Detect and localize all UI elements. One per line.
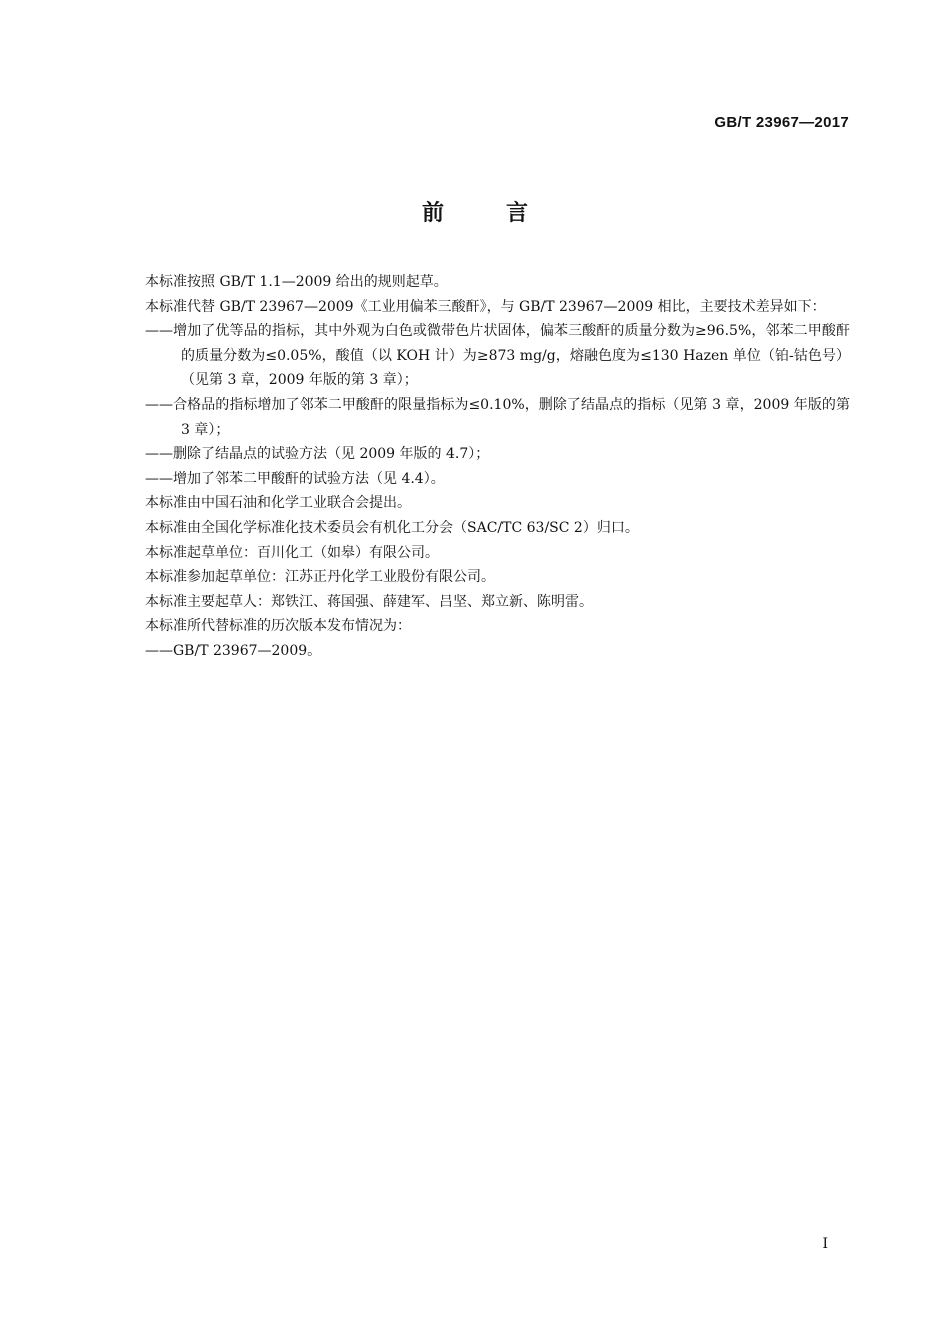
paragraph-participating-unit: 本标准参加起草单位：江苏正丹化学工业股份有限公司。 xyxy=(145,569,495,586)
paragraph-history-intro: 本标准所代替标准的历次版本发布情况为： xyxy=(145,618,411,635)
paragraph-drafting-unit: 本标准起草单位：百川化工（如皋）有限公司。 xyxy=(145,544,439,561)
change-item: ——增加了优等品的指标，其中外观为白色或微带色片状固体，偏苯三酸酐的质量分数为≥96.5%，邻苯二甲酸酐的质量分数为≤0.05%，酸值（以 KOH 计）为≥873 mg/g，熔融色度为≤130 Hazen 单位（铂-钴色号）（见第 3 章，2009 年版的第 3 章）； xyxy=(145,323,850,389)
history-item: ——GB/T 23967—2009。 xyxy=(145,642,322,659)
title-char-2: 言 xyxy=(506,201,529,226)
change-item: ——删除了结晶点的试验方法（见 2009 年版的 4.7）； xyxy=(145,446,490,463)
paragraph-drafters: 本标准主要起草人：郑铁江、蒋国强、薛建军、吕坚、郑立新、陈明雷。 xyxy=(145,593,593,610)
page-number: I xyxy=(822,1236,828,1252)
title-char-1: 前 xyxy=(421,201,444,226)
paragraph-drafting-rules: 本标准按照 GB/T 1.1—2009 给出的规则起草。 xyxy=(145,274,448,290)
paragraph-replacement: 本标准代替 GB/T 23967—2009《工业用偏苯三酸酐》，与 GB/T 23967—2009 相比，主要技术差异如下： xyxy=(145,298,826,315)
standard-code: GB/T 23967—2017 xyxy=(714,114,849,131)
paragraph-committee: 本标准由全国化学标准化技术委员会有机化工分会（SAC/TC 63/SC 2）归口。 xyxy=(145,519,639,536)
foreword-body xyxy=(116,270,850,664)
page-title xyxy=(0,196,950,227)
paragraph-proposer: 本标准由中国石油和化学工业联合会提出。 xyxy=(145,495,411,512)
change-item: ——增加了邻苯二甲酸酐的试验方法（见 4.4）。 xyxy=(145,470,445,487)
change-item: ——合格品的指标增加了邻苯二甲酸酐的限量指标为≤0.10%，删除了结晶点的指标（见第 3 章，2009 年版的第 3 章）； xyxy=(145,396,850,438)
